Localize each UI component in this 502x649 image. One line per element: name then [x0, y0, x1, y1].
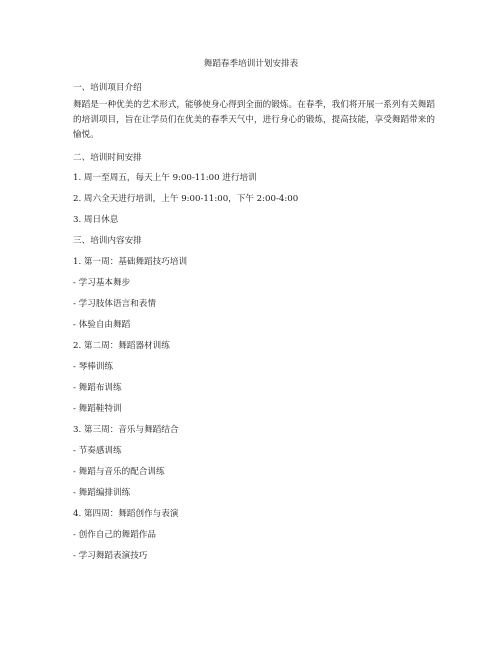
week-2-item-2: - 舞蹈布训练 [73, 383, 122, 393]
week-4-label: 4. 第四周：舞蹈创作与表演 [73, 509, 179, 519]
week-3-item-2: - 舞蹈与音乐的配合训练 [73, 467, 165, 477]
week-2-item-1: - 琴棒训练 [73, 362, 114, 372]
week-3-item-1: - 节奏感训练 [73, 446, 122, 456]
week-1-item-1: - 学习基本舞步 [73, 278, 131, 288]
section-heading-content: 三、培训内容安排 [73, 236, 142, 246]
week-1-item-3: - 体验自由舞蹈 [73, 320, 131, 330]
week-2-item-3: - 舞蹈鞋特训 [73, 404, 122, 414]
section-heading-schedule: 二、培训时间安排 [73, 153, 142, 163]
week-1-item-2: - 学习肢体语言和表情 [73, 299, 156, 309]
week-3-label: 3. 第三周：音乐与舞蹈结合 [73, 425, 179, 435]
week-3-item-3: - 舞蹈编排训练 [73, 488, 131, 498]
intro-paragraph: 舞蹈是一种优美的艺术形式，能够使身心得到全面的锻炼。在春季，我们将开展一系列有关舞蹈的培训项目，旨在让学员们在优美的春季天气中，进行身心的锻炼，提高技能，享受舞蹈带来的愉悦。 [73, 100, 435, 140]
schedule-item-1: 1. 周一至周五，每天上午 9:00-11:00 进行培训 [73, 173, 257, 183]
schedule-item-3: 3. 周日休息 [73, 215, 119, 225]
week-4-item-2: - 学习舞蹈表演技巧 [73, 551, 148, 561]
document-title: 舞蹈春季培训计划安排表 [203, 59, 299, 69]
week-4-item-1: - 创作自己的舞蹈作品 [73, 530, 156, 540]
week-1-label: 1. 第一周：基础舞蹈技巧培训 [73, 257, 188, 267]
section-heading-intro: 一、培训项目介绍 [73, 83, 142, 93]
schedule-item-2: 2. 周六全天进行培训，上午 9:00-11:00，下午 2:00-4:00 [73, 194, 299, 204]
week-2-label: 2. 第二周：舞蹈器材训练 [73, 341, 170, 351]
